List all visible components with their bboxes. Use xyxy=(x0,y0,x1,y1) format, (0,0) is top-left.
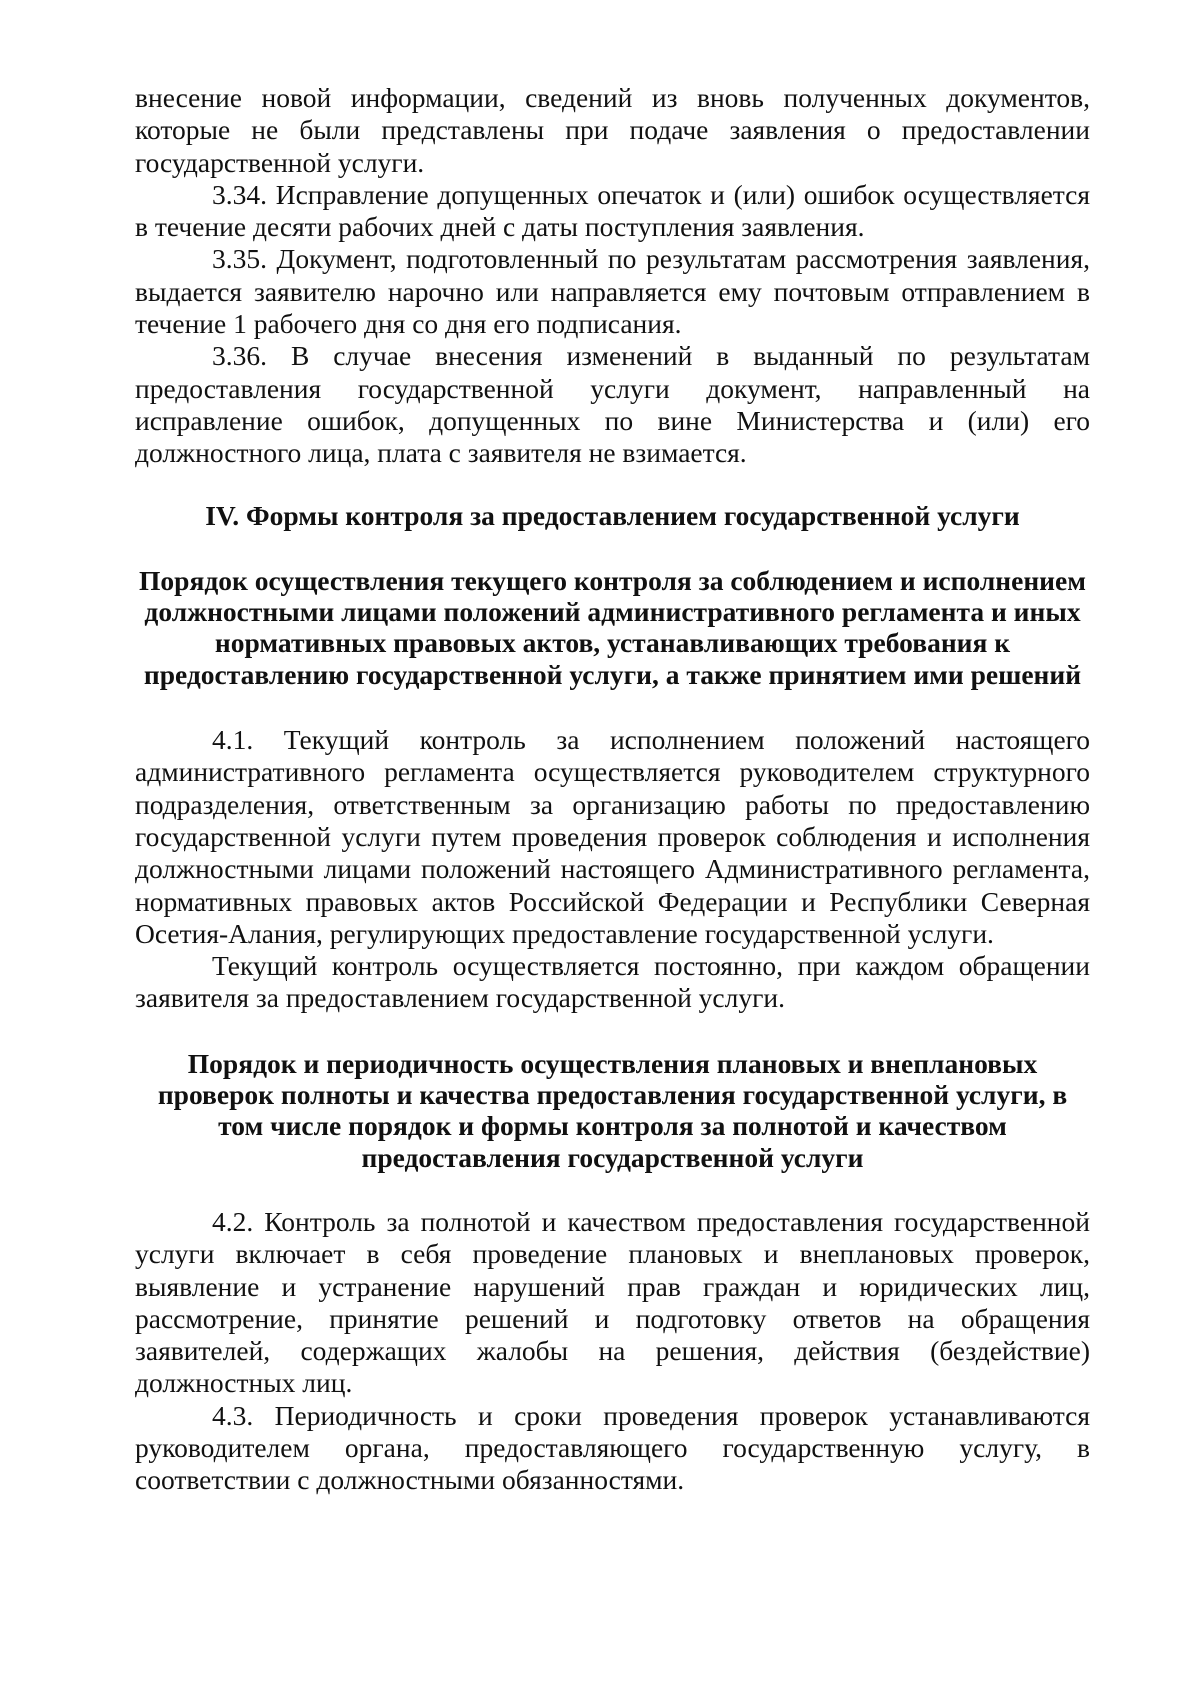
paragraph-3-34: 3.34. Исправление допущенных опечаток и (или) ошибок осуществляется в течение десяти рабочих дней с даты поступления заявления. xyxy=(135,178,1090,243)
paragraph-4-1: 4.1. Текущий контроль за исполнением положений настоящего административного регламента осуществляется руководителем структурного подразделения, ответственным за организацию работы по предоставлению государственной услуги путем проведения проверок соблюдения и исполнения должностными лицами положений настоящего Административного регламента, нормативных правовых актов Российской Федерации и Республики Северная Осетия-Алания, регулирующих предоставление государственной услуги. xyxy=(135,724,1090,949)
paragraph-3-36: 3.36. В случае внесения изменений в выданный по результатам предоставления государственной услуги документ, направленный на исправление ошибок, допущенных по вине Министерства и (или) его должностного лица, плата с заявителя не взимается. xyxy=(135,340,1090,469)
paragraph-current-control-note: Текущий контроль осуществляется постоянно, при каждом обращении заявителя за предоставлением государственной услуги. xyxy=(135,950,1090,1014)
subsection-heading-current-control: Порядок осуществления текущего контроля за соблюдением и исполнением должностными лицами положений административного регламента и иных нормативных правовых актов, устанавливающих требования к предоставлению государственной услуги, а также принятием ими решений xyxy=(139,564,1086,690)
paragraph-3-35: 3.35. Документ, подготовленный по результатам рассмотрения заявления, выдается заявителю нарочно или направляется ему почтовым отправлением в течение 1 рабочего дня со дня его подписания. xyxy=(135,243,1090,340)
paragraph-continuation: внесение новой информации, сведений из вновь полученных документов, которые не были представлены при подаче заявления о предоставлении государственной услуги. xyxy=(135,82,1090,178)
subsection-heading-inspections: Порядок и периодичность осуществления плановых и внеплановых проверок полноты и качества предоставления государственной услуги, в том числе порядок и формы контроля за полнотой и качеством предоставления государственной услуги xyxy=(157,1047,1068,1173)
section-heading-iv: IV. Формы контроля за предоставлением государственной услуги xyxy=(205,499,1020,531)
paragraph-4-2: 4.2. Контроль за полнотой и качеством предоставления государственной услуги включает в себя проведение плановых и внеплановых проверок, выявление и устранение нарушений прав граждан и юридических лиц, рассмотрение, принятие решений и подготовку ответов на обращения заявителей, содержащих жалобы на решения, действия (бездействие) должностных лиц. xyxy=(135,1205,1090,1399)
paragraph-4-3: 4.3. Периодичность и сроки проведения проверок устанавливаются руководителем органа, предоставляющего государственную услугу, в соответствии с должностными обязанностями. xyxy=(135,1399,1090,1496)
document-page xyxy=(135,82,1090,1497)
